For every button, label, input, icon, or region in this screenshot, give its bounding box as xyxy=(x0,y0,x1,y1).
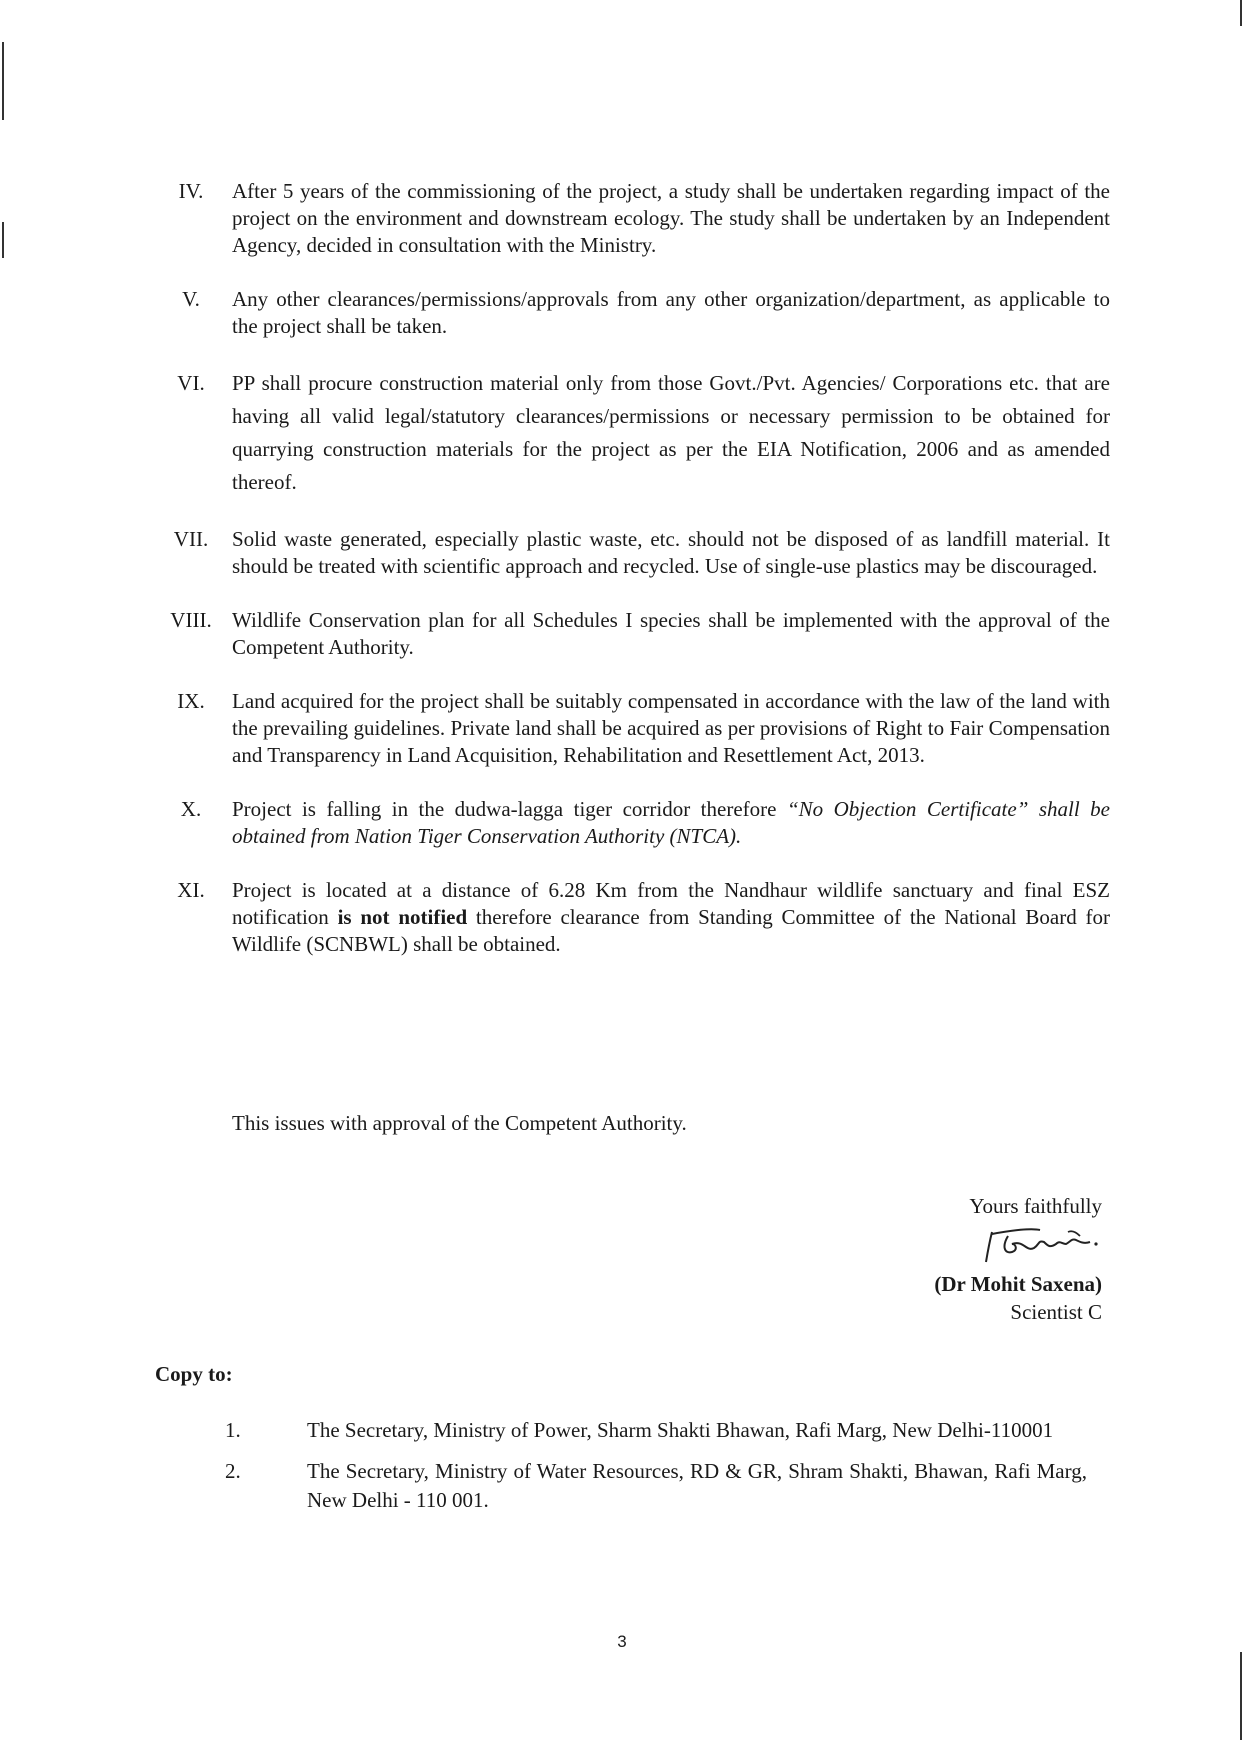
clause-text: After 5 years of the commissioning of the project, a study shall be undertaken regarding impact of the project on the environment and downstream ecology. The study shall be undertaken by an Independent Agency, decided in consultation with the Ministry. xyxy=(232,179,1110,257)
clause-number: IV. xyxy=(178,179,204,203)
copy-to-item xyxy=(225,1416,1087,1445)
clause-number: VI. xyxy=(177,371,205,395)
clause-xi xyxy=(150,877,1110,958)
clause-text-italic: “No Objection Certificate” shall be obtained from Nation Tiger Conservation Authority (NTCA). xyxy=(232,797,1110,848)
copy-to-number: 2. xyxy=(225,1459,241,1483)
copy-to-item xyxy=(225,1457,1087,1515)
signer-name: (Dr Mohit Saxena) xyxy=(934,1272,1102,1296)
clause-number: XI. xyxy=(177,878,205,902)
clause-text-plain: Project is located at a distance of 6.28 Km from the Nandhaur wildlife sanctuary and final ESZ notification xyxy=(232,878,1110,929)
clause-text: Solid waste generated, especially plastic waste, etc. should not be disposed of as landfill material. It should be treated with scientific approach and recycled. Use of single-use plastics may be discouraged. xyxy=(232,527,1110,578)
clause-number: IX. xyxy=(177,689,205,713)
copy-to-heading: Copy to: xyxy=(155,1362,233,1386)
scan-edge-left-top xyxy=(2,42,4,120)
scan-edge-right-bottom xyxy=(1240,1652,1242,1740)
clause-text-plain: therefore clearance from Standing Committee of the National Board for Wildlife (SCNBWL) shall be obtained. xyxy=(232,905,1111,956)
clause-viii xyxy=(150,607,1110,661)
clause-iv xyxy=(150,178,1110,259)
signature-block xyxy=(802,1192,1102,1326)
clause-text: Land acquired for the project shall be suitably compensated in accordance with the law of the land with the prevailing guidelines. Private land shall be acquired as per provisions of Right to Fair Compensation and Transparency in Land Acquisition, Rehabilitation and Resettlement Act, 2013. xyxy=(232,689,1110,767)
clause-ix xyxy=(150,688,1110,769)
conditions-list xyxy=(150,178,1110,985)
scan-edge-left-mid xyxy=(2,222,4,258)
copy-to-number: 1. xyxy=(225,1418,241,1442)
clause-vii xyxy=(150,526,1110,580)
clause-text xyxy=(232,877,1110,958)
issue-note: This issues with approval of the Competent Authority. xyxy=(232,1111,687,1135)
clause-v xyxy=(150,286,1110,340)
clause-text-plain: Project is falling in the dudwa-lagga tiger corridor therefore xyxy=(232,797,787,821)
clause-x xyxy=(150,796,1110,850)
clause-vi xyxy=(150,367,1110,499)
clause-number: V. xyxy=(182,287,200,311)
clause-number: VIII. xyxy=(170,608,212,632)
page-number: 3 xyxy=(617,1632,627,1651)
scan-edge-right-top xyxy=(1240,0,1242,26)
clause-number: X. xyxy=(180,797,202,821)
copy-to-list xyxy=(225,1416,1087,1527)
closing-line: Yours faithfully xyxy=(969,1194,1102,1218)
signer-designation: Scientist C xyxy=(1010,1300,1102,1324)
copy-to-text: The Secretary, Ministry of Water Resources, RD & GR, Shram Shakti, Bhawan, Rafi Marg, New Delhi - 110 001. xyxy=(307,1459,1087,1512)
clause-text xyxy=(232,796,1110,850)
clause-number: VII. xyxy=(173,527,209,551)
handwritten-signature xyxy=(972,1222,1102,1266)
copy-to-text: The Secretary, Ministry of Power, Sharm Shakti Bhawan, Rafi Marg, New Delhi-110001 xyxy=(307,1418,1054,1442)
clause-text-bold: is not notified xyxy=(337,905,468,929)
clause-text: PP shall procure construction material only from those Govt./Pvt. Agencies/ Corporations etc. that are having all valid legal/statutory clearances/permissions or necessary permission to be obtained for quarrying construction materials for the project as per the EIA Notification, 2006 and as amended thereof. xyxy=(232,371,1110,494)
clause-text: Any other clearances/permissions/approvals from any other organization/department, as applicable to the project shall be taken. xyxy=(232,287,1110,338)
clause-text: Wildlife Conservation plan for all Schedules I species shall be implemented with the approval of the Competent Authority. xyxy=(232,608,1110,659)
